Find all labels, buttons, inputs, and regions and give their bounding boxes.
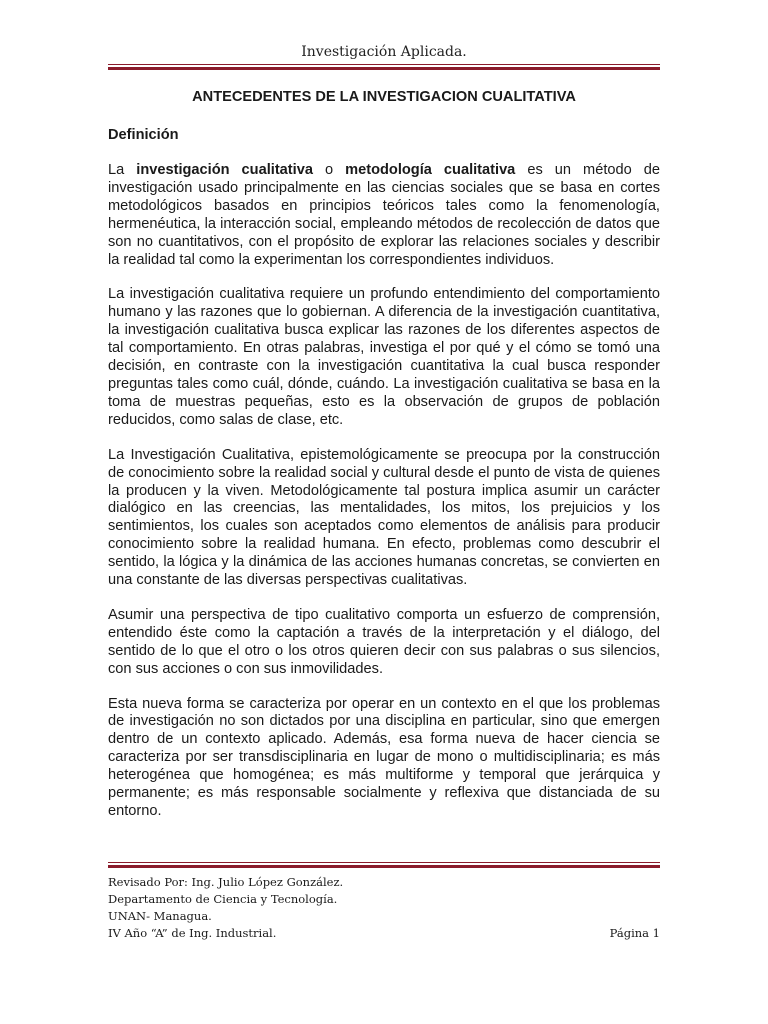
header-rule-thick	[108, 67, 660, 70]
term-investigacion-cualitativa: investigación cualitativa	[136, 162, 313, 178]
footer-revised-by: Revisado Por: Ing. Julio López González.	[108, 875, 344, 889]
running-header: Investigación Aplicada.	[301, 44, 467, 60]
footer-course: IV Año “A” de Ing. Industrial.	[108, 926, 277, 940]
paragraph-2: La investigación cualitativa requiere un profundo entendimiento del comportamiento humano y las razones que lo gobiernan. A diferencia de la investigación cuantitativa, la investigación cualitativa busca explicar las razones de los diferentes aspectos de tal comportamiento. En otras palabras, investiga el por qué y el cómo se tomó una decisión, en contraste con la investigación cuantitativa la cual busca responder preguntas tales como cuál, dónde, cuándo. La investigación cualitativa se basa en la toma de muestras pequeñas, esto es la observación de grupos de población reducidos, como salas de clase, etc.	[108, 286, 660, 428]
paragraph-1	[108, 162, 660, 269]
page-footer	[108, 874, 660, 942]
footer-department: Departamento de Ciencia y Tecnología.	[108, 892, 338, 906]
footer-rule-thin	[108, 862, 660, 863]
document-title: ANTECEDENTES DE LA INVESTIGACION CUALITATIVA	[192, 89, 576, 105]
paragraph-1-text-b: o	[312, 162, 346, 178]
term-metodologia-cualitativa: metodología cualitativa	[345, 162, 516, 178]
footer-rule-thick	[108, 865, 660, 868]
page-number: Página 1	[609, 926, 660, 940]
document-body	[108, 86, 660, 821]
paragraph-4: Asumir una perspectiva de tipo cualitativo comporta un esfuerzo de comprensión, entendido éste como la captación a través de la interpretación y el diálogo, del sentido de lo que el otro o los otros quieren decir con sus palabras o sus silencios, con sus acciones o con sus inmovilidades.	[108, 606, 660, 677]
paragraph-1-text-a: La	[108, 162, 137, 178]
footer-last-line	[108, 925, 660, 942]
paragraph-1-text-c: es un método de investigación usado principalmente en las ciencias sociales que se basa en cortes metodológicos basados en principios teóricos tales como la fenomenología, hermenéutica, la interacción social, empleando métodos de recolección de datos que son no cuantitativos, con el propósito de explorar las relaciones sociales y describir la realidad tal como la experimentan los correspondientes individuos.	[108, 162, 660, 268]
section-heading: Definición	[108, 127, 179, 143]
footer-university: UNAN- Managua.	[108, 909, 212, 923]
header-rule-thin	[108, 64, 660, 65]
paragraph-5: Esta nueva forma se caracteriza por operar en un contexto en el que los problemas de investigación no son dictados por una disciplina en particular, sino que emergen dentro de un contexto aplicado. Además, esa forma nueva de hacer ciencia se caracteriza por ser transdisciplinaria en lugar de mono o multidisciplinaria; es más heterogénea que homogénea; es más multiforme y temporal que jerárquica y permanente; es más responsable socialmente y reflexiva que distanciada de su entorno.	[108, 695, 660, 819]
paragraph-3: La Investigación Cualitativa, epistemológicamente se preocupa por la construcción de conocimiento sobre la realidad social y cultural desde el punto de vista de quienes la producen y la viven. Metodológicamente tal postura implica asumir un carácter dialógico en las creencias, las mentalidades, los mitos, los prejuicios y los sentimientos, los cuales son aceptados como elementos de análisis para producir conocimiento sobre la realidad humana. En efecto, problemas como descubrir el sentido, la lógica y la dinámica de las acciones humanas concretas, se convierten en una constante de las diversas perspectivas cualitativas.	[108, 446, 660, 589]
